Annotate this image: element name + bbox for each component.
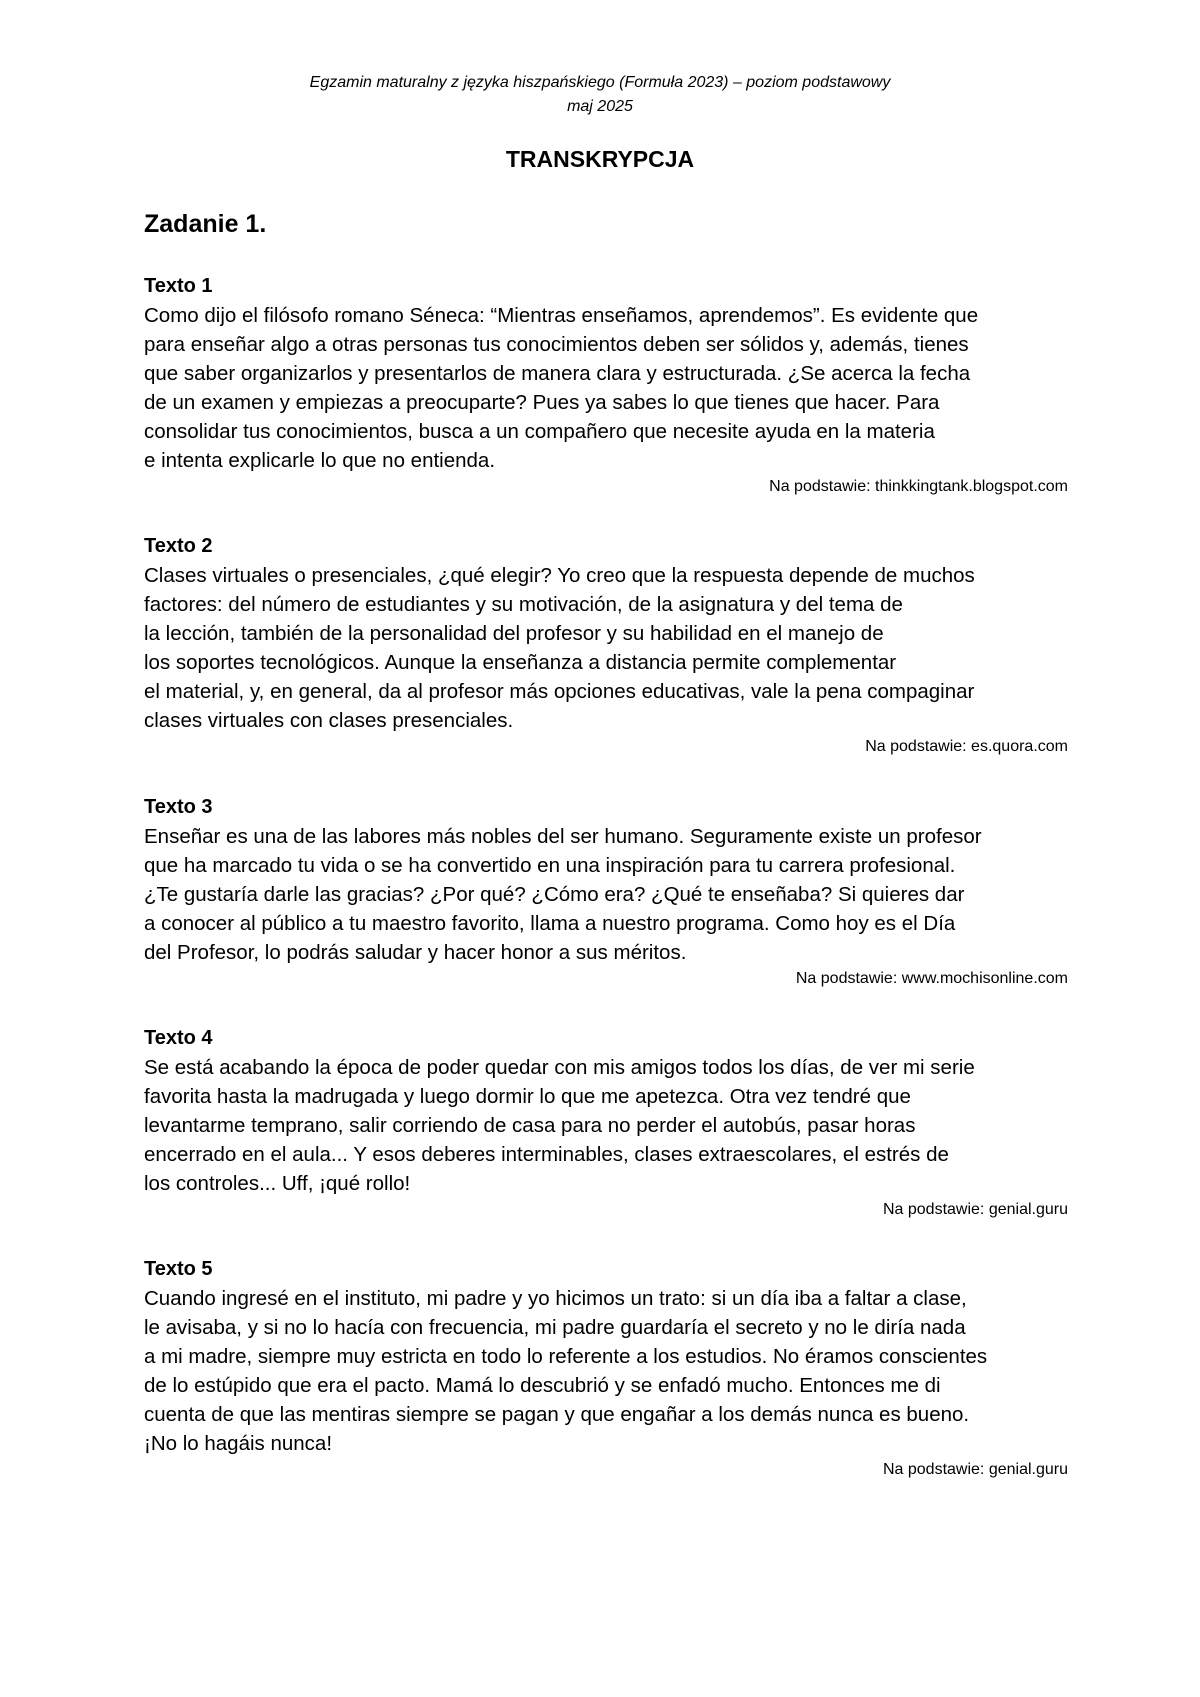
section-heading: Texto 1 [144, 275, 213, 297]
section-source: Na podstawie: genial.guru [882, 1461, 1068, 1478]
section-heading: Texto 2 [144, 535, 213, 557]
text-section-5 [144, 1255, 1068, 1481]
section-heading: Texto 3 [144, 796, 213, 818]
exam-header-title: Egzamin maturalny z języka hiszpańskiego (Formuła 2023) – poziom podstawowy [309, 74, 891, 91]
section-source: Na podstawie: es.quora.com [865, 738, 1068, 755]
section-source: Na podstawie: thinkkingtank.blogspot.com [769, 478, 1068, 495]
task-title: Zadanie 1. [144, 210, 267, 238]
section-heading: Texto 5 [144, 1258, 213, 1280]
text-section-4 [144, 1024, 1068, 1221]
section-body: Como dijo el filósofo romano Séneca: “Mientras enseñamos, aprendemos”. Es evidente que para enseñar algo a otras personas tus conocimientos deben ser sólidos y, además, tienes que saber organizarlos y presentarlos de manera clara y estructurada. ¿Se acerca la fecha de un examen y empiezas a preocuparte? Pues ya sabes lo que tienes que hacer. Para consolidar tus conocimientos, busca a un compañero que necesite ayuda en la materia e intenta explicarle lo que no entienda. [144, 304, 979, 472]
text-section-2 [144, 532, 1068, 758]
section-heading: Texto 4 [144, 1027, 213, 1049]
section-source: Na podstawie: www.mochisonline.com [795, 970, 1068, 987]
document-title: TRANSKRYPCJA [505, 146, 695, 172]
text-section-3 [144, 793, 1068, 990]
section-body: Enseñar es una de las labores más nobles del ser humano. Seguramente existe un profesor que ha marcado tu vida o se ha convertido en una inspiración para tu carrera profesional. ¿Te gustaría darle las gracias? ¿Por qué? ¿Cómo era? ¿Qué te enseñaba? Si quieres dar a conocer al público a tu maestro favorito, llama a nuestro programa. Como hoy es el Día del Profesor, lo podrás saludar y hacer honor a sus méritos. [144, 825, 982, 964]
section-source: Na podstawie: genial.guru [882, 1201, 1068, 1218]
exam-header-date: maj 2025 [567, 98, 633, 115]
section-body: Clases virtuales o presenciales, ¿qué elegir? Yo creo que la respuesta depende de muchos factores: del número de estudiantes y su motivación, de la asignatura y del tema de la lección, también de la personalidad del profesor y su habilidad en el manejo de los soportes tecnológicos. Aunque la enseñanza a distancia permite complementar el material, y, en general, da al profesor más opciones educativas, vale la pena compaginar clases virtuales con clases presenciales. [144, 564, 975, 732]
section-body: Se está acabando la época de poder quedar con mis amigos todos los días, de ver mi serie favorita hasta la madrugada y luego dormir lo que me apetezca. Otra vez tendré que levantarme temprano, salir corriendo de casa para no perder el autobús, pasar horas encerrado en el aula... Y esos deberes interminables, clases extraescolares, el estrés de los controles... Uff, ¡qué rollo! [144, 1056, 975, 1195]
text-section-1 [144, 272, 1068, 498]
section-body: Cuando ingresé en el instituto, mi padre y yo hicimos un trato: si un día iba a faltar a clase, le avisaba, y si no lo hacía con frecuencia, mi padre guardaría el secreto y no le diría nada a mi madre, siempre muy estricta en todo lo referente a los estudios. No éramos conscientes de lo estúpido que era el pacto. Mamá lo descubrió y se enfadó mucho. Entonces me di cuenta de que las mentiras siempre se pagan y que engañar a los demás nunca es bueno. ¡No lo hagáis nunca! [144, 1287, 988, 1455]
